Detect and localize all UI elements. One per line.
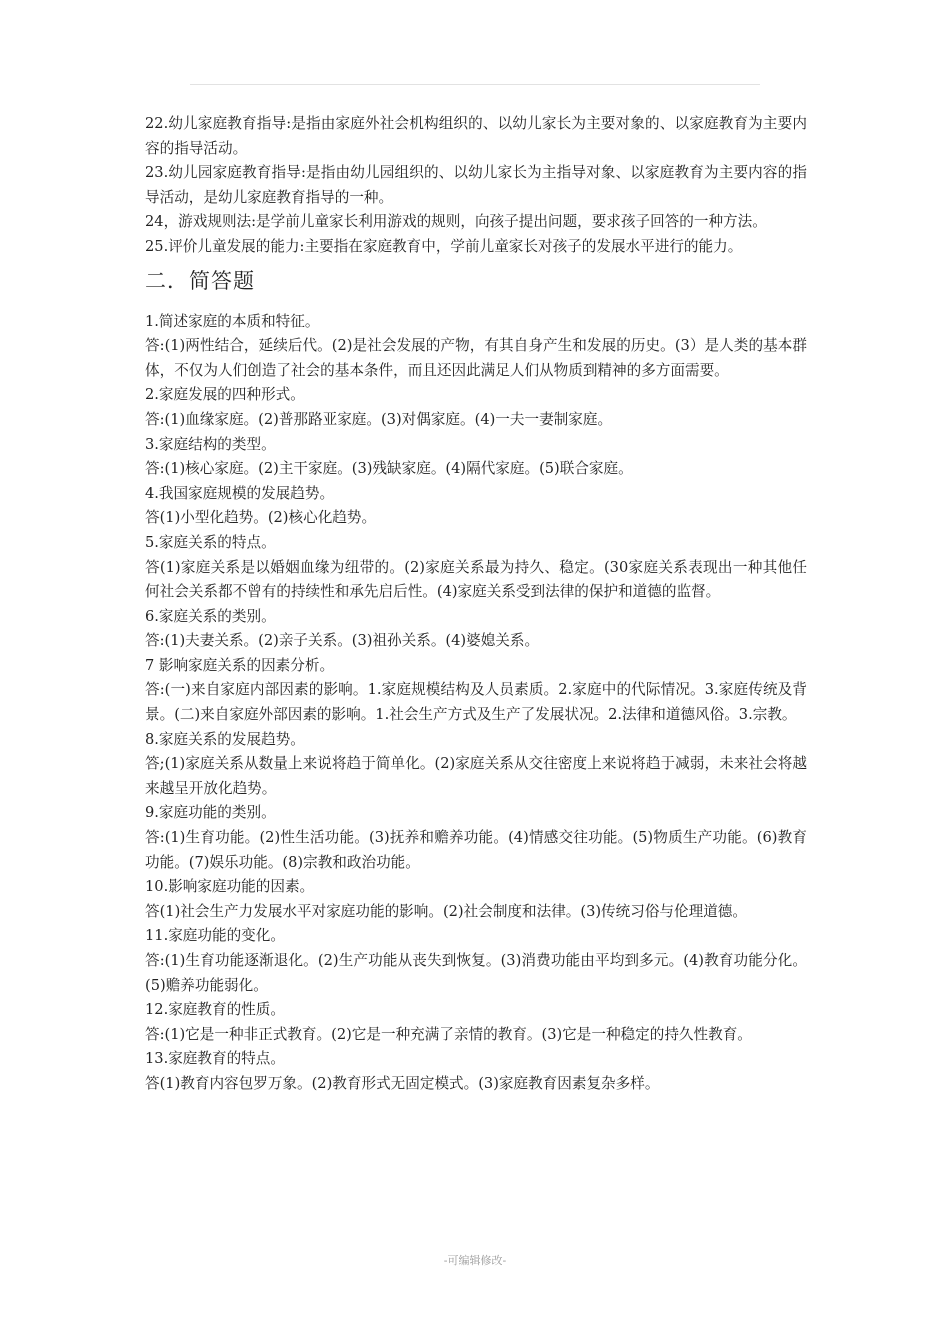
footer-note: -可编辑修改-: [443, 1254, 507, 1267]
answer-1: 答:(1)两性结合，延续后代。(2)是社会发展的产物，有其自身产生和发展的历史。(3）是人类的基本群体，不仅为人们创造了社会的基本条件，而且还因此满足人们从物质到精神的多方面需要。: [145, 337, 807, 379]
question-3: 3.家庭结构的类型。: [145, 435, 276, 453]
question-4: 4.我国家庭规模的发展趋势。: [145, 484, 335, 502]
document-body: [145, 112, 807, 1097]
answer-11: 答:(1)生育功能逐渐退化。(2)生产功能从丧失到恢复。(3)消费功能由平均到多元。(4)教育功能分化。(5)赡养功能弱化。: [145, 952, 807, 994]
question-11: 11.家庭功能的变化。: [145, 927, 285, 945]
question-13: 13.家庭教育的特点。: [145, 1050, 285, 1068]
answer-7: 答:(一)来自家庭内部因素的影响。1.家庭规模结构及人员素质。2.家庭中的代际情况。3.家庭传统及背景。(二)来自家庭外部因素的影响。1.社会生产方式及生产了发展状况。2.法律和道德风俗。3.宗教。: [145, 681, 807, 724]
question-8: 8.家庭关系的发展趋势。: [145, 730, 305, 748]
answer-2: 答:(1)血缘家庭。(2)普那路亚家庭。(3)对偶家庭。(4)一夫一妻制家庭。: [145, 410, 613, 428]
answer-8: 答;(1)家庭关系从数量上来说将趋于简单化。(2)家庭关系从交往密度上来说将趋于减弱，未来社会将越来越呈开放化趋势。: [145, 755, 807, 797]
answer-9: 答:(1)生育功能。(2)性生活功能。(3)抚养和赡养功能。(4)情感交往功能。(5)物质生产功能。(6)教育功能。(7)娱乐功能。(8)宗教和政治功能。: [145, 829, 807, 871]
question-9: 9.家庭功能的类别。: [145, 804, 276, 822]
answer-5: 答(1)家庭关系是以婚姻血缘为纽带的。(2)家庭关系最为持久、稳定。(30家庭关系表现出一种其他任何社会关系都不曾有的持续性和承先启后性。(4)家庭关系受到法律的保护和道德的监督。: [145, 558, 807, 601]
answer-12: 答:(1)它是一种非正式教育。(2)它是一种充满了亲情的教育。(3)它是一种稳定的持久性教育。: [145, 1025, 752, 1043]
answer-13: 答(1)教育内容包罗万象。(2)教育形式无固定模式。(3)家庭教育因素复杂多样。: [145, 1074, 660, 1092]
section-title: 二．简答题: [145, 268, 255, 293]
answer-4: 答(1)小型化趋势。(2)核心化趋势。: [145, 509, 377, 527]
definition-24: 24，游戏规则法:是学前儿童家长利用游戏的规则，向孩子提出问题，要求孩子回答的一种方法。: [145, 213, 767, 231]
question-10: 10.影响家庭功能的因素。: [145, 878, 315, 896]
definition-22: 22.幼儿家庭教育指导:是指由家庭外社会机构组织的、以幼儿家长为主要对象的、以家庭教育为主要内容的指导活动。: [145, 115, 807, 157]
definition-23: 23.幼儿园家庭教育指导:是指由幼儿园组织的、以幼儿家长为主指导对象、以家庭教育为主要内容的指导活动，是幼儿家庭教育指导的一种。: [145, 164, 807, 206]
question-12: 12.家庭教育的性质。: [145, 1001, 285, 1019]
answer-6: 答:(1)夫妻关系。(2)亲子关系。(3)祖孙关系。(4)婆媳关系。: [145, 632, 540, 650]
question-7: 7 影响家庭关系的因素分析。: [145, 656, 335, 674]
question-5: 5.家庭关系的特点。: [145, 533, 276, 551]
answer-3: 答:(1)核心家庭。(2)主干家庭。(3)残缺家庭。(4)隔代家庭。(5)联合家庭。: [145, 460, 633, 478]
question-1: 1.简述家庭的本质和特征。: [145, 312, 320, 330]
definition-25: 25.评价儿童发展的能力:主要指在家庭教育中，学前儿童家长对孩子的发展水平进行的能力。: [145, 237, 743, 255]
answer-10: 答(1)社会生产力发展水平对家庭功能的影响。(2)社会制度和法律。(3)传统习俗与伦理道德。: [145, 902, 747, 920]
question-2: 2.家庭发展的四种形式。: [145, 386, 305, 404]
question-6: 6.家庭关系的类别。: [145, 607, 276, 625]
header-rule: [190, 84, 760, 85]
